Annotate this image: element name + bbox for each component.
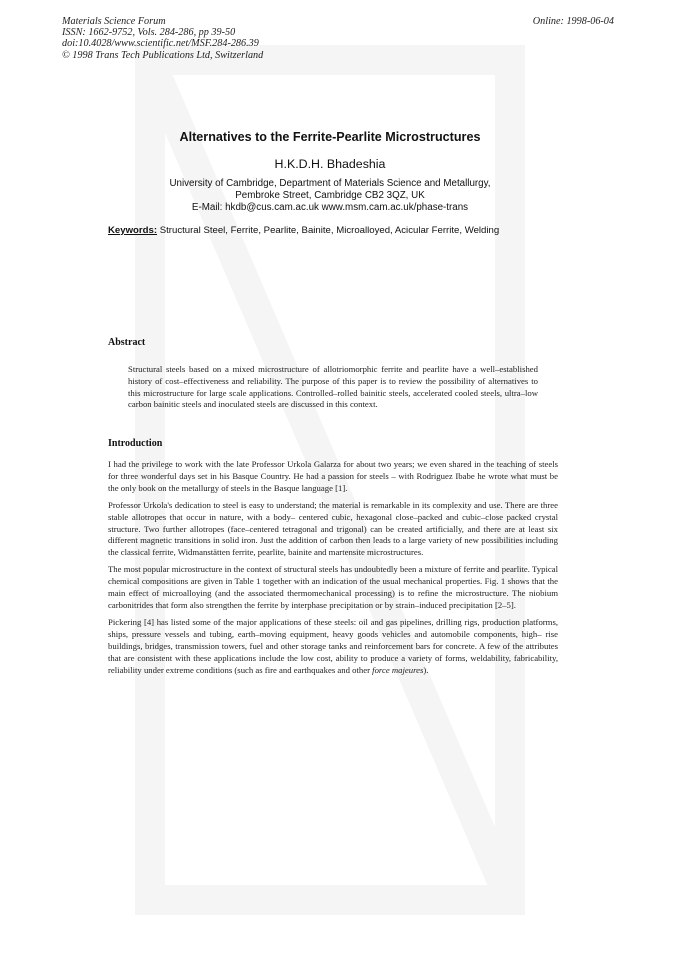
paragraph-4-text: Pickering [4] has listed some of the major applications of these steels: oil and gas pipelines, drilling rigs, production platforms, ships, pressure vessels and tubing, earth–moving equipment, heavy goods vehicles and automobile components, high– rise buildings, bridges, transmission towers, fuel and other storage tanks and reinforcement bars for concrete. A few of the attributes that are consistent with these applications include the low cost, ability to produce a variety of forms, weldability, fabricability, reliability under extreme conditions (such as fire and earthquakes and other	[108, 616, 558, 675]
paragraph-4-tail: ).	[423, 664, 429, 675]
keywords-text: Structural Steel, Ferrite, Pearlite, Bainite, Microalloyed, Acicular Ferrite, Welding	[159, 225, 500, 236]
introduction-body	[108, 459, 558, 681]
paragraph-3: The most popular microstructure in the context of structural steels has undoubtedly been a mixture of ferrite and pearlite. Typical chemical compositions are given in Table 1 together with an indication of the usual mechanical properties. Fig. 1 shows that the main effect of microalloying (and the associated thermomechanical processing) is to refine the microstructure. The niobium carbonitrides that form also strengthen the ferrite by interphase precipitation or by strain–induced precipitation [2–5].	[108, 564, 558, 610]
journal-header	[62, 16, 263, 61]
abstract-text: Structural steels based on a mixed microstructure of allotriomorphic ferrite and pearlite have a well–established history of cost–effectiveness and reliability. The purpose of this paper is to review the possibility of alternatives to this microstructure for large scale applications. Controlled–rolled bainitic steels, accelerated cooled steels, ultra–low carbon bainitic steels and inoculated steels are discussed in this context.	[128, 364, 538, 410]
paper-author: H.K.D.H. Bhadeshia	[274, 157, 386, 171]
paragraph-2: Professor Urkola's dedication to steel is easy to understand; the material is remarkable in its complexity and use. There are three stable allotropes that occur in nature, with a body– centered cubic, hexagonal close–packed and cubic–close packed crystal structure. Two further allotropes (face–centered tetragonal and trigonal) can be created artificially, and there are at least six different magnetic transitions in solid iron. Just the addition of carbon then leads to a large variety of new possibilities including the classical ferrite, Widmanstätten ferrite, pearlite, bainite and martensite microstructures.	[108, 499, 558, 558]
paragraph-1: I had the privilege to work with the late Professor Urkola Galarza for about two years; we even shared in the teaching of steels for three wonderful days set in his Basque Country. He had a passion for steels – with Rodriguez Ibabe he wrote what must be the only book on the metallurgy of steels in the Basque language [1].	[108, 459, 558, 493]
affiliation-email: E-Mail: hkdb@cus.cam.ac.uk www.msm.cam.ac.uk/phase-trans	[191, 202, 469, 213]
introduction-heading: Introduction	[108, 438, 163, 449]
keywords	[108, 225, 499, 236]
author-affiliation	[0, 178, 660, 214]
copyright-line: © 1998 Trans Tech Publications Ltd, Switzerland	[62, 49, 264, 61]
keywords-label: Keywords:	[108, 225, 158, 236]
affiliation-line-2: Pembroke Street, Cambridge CB2 3QZ, UK	[235, 190, 425, 201]
issn-line: ISSN: 1662-9752, Vols. 284-286, pp 39-50	[62, 27, 236, 39]
affiliation-line-1: University of Cambridge, Department of Materials Science and Metallurgy,	[169, 178, 491, 189]
online-date: Online: 1998-06-04	[532, 16, 614, 27]
paragraph-4	[108, 617, 558, 677]
abstract-heading: Abstract	[108, 337, 146, 348]
doi-line: doi:10.4028/www.scientific.net/MSF.284-286.39	[62, 38, 259, 50]
paper-title: Alternatives to the Ferrite-Pearlite Microstructures	[179, 130, 481, 144]
paragraph-4-italic: force majeures	[372, 664, 424, 675]
journal-name: Materials Science Forum	[62, 16, 166, 27]
